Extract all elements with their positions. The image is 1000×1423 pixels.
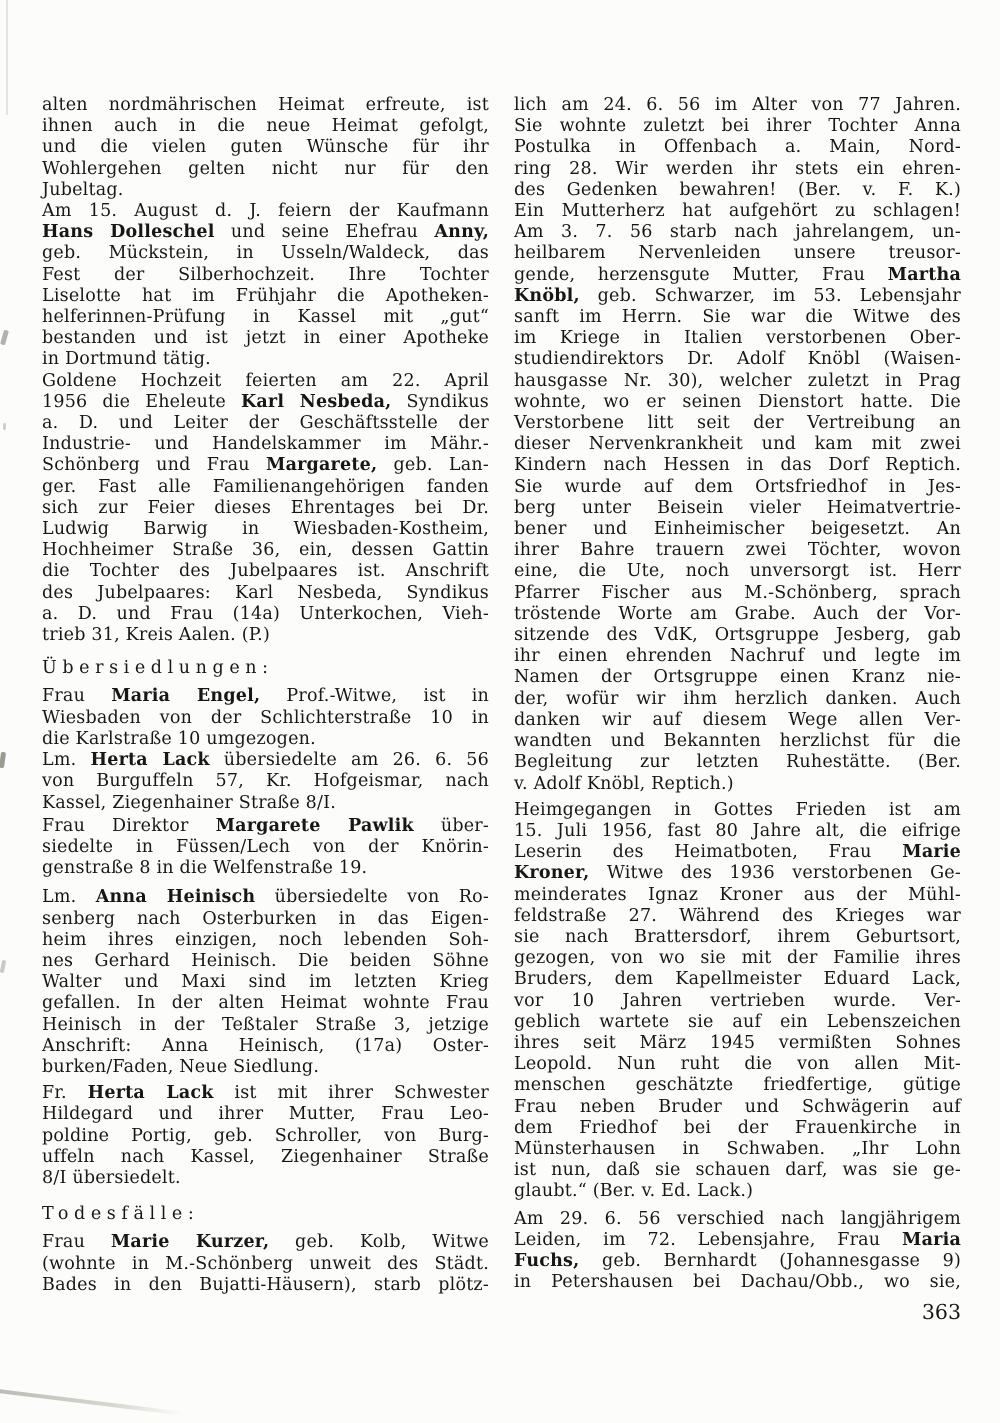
text-line: 8/I übersiedelt. bbox=[42, 1167, 181, 1188]
text-line: Wiesbaden von der Schlichterstraße 10 in bbox=[42, 707, 489, 728]
text-line: Sie wurde auf dem Ortsfriedhof in Jes- bbox=[514, 476, 961, 497]
text-line: Lm. Anna Heinisch übersiedelte von Ro- bbox=[42, 887, 489, 908]
text-line: heim ihres einzigen, noch lebenden Soh- bbox=[42, 929, 489, 950]
para-tod-kurzer-fortsetzung bbox=[514, 95, 961, 201]
text-line: im Kriege in Italien verstorbenen Ober- bbox=[514, 328, 961, 349]
text-line: Sie wohnte zuletzt bei ihrer Tochter Anna bbox=[514, 116, 961, 137]
text-line: Leiden, im 72. Lebensjahre, Frau Maria bbox=[514, 1229, 961, 1250]
text-line: ihres seit März 1945 vermißten Sohnes bbox=[514, 1032, 961, 1053]
text-line: Frau neben Bruder und Schwägerin auf bbox=[514, 1096, 961, 1117]
para-tod-kroner bbox=[514, 800, 961, 1203]
text-line: Ein Mutterherz hat aufgehört zu schlagen! bbox=[514, 201, 961, 222]
text-line: 1956 die Eheleute Karl Nesbeda, Syndikus bbox=[42, 391, 489, 412]
text-line: die Tochter des Jubelpaares ist. Anschrift bbox=[42, 561, 489, 582]
text-line: Pfarrer Fischer aus M.-Schönberg, sprach bbox=[514, 582, 961, 603]
text-line: a. D. und Leiter der Geschäftsstelle der bbox=[42, 413, 489, 434]
text-line: in Petershausen bei Dachau/Obb., wo sie, bbox=[514, 1272, 961, 1293]
text-line: eine, die Ute, noch unversorgt ist. Herr bbox=[514, 561, 961, 582]
text-line: Liselotte hat im Frühjahr die Apotheken- bbox=[42, 285, 489, 306]
text-line: Hans Dolleschel und seine Ehefrau Anny, bbox=[42, 222, 490, 243]
text-line: Am 29. 6. 56 verschied nach langjährigem bbox=[514, 1208, 961, 1229]
text-line: Hochheimer Straße 36, ein, dessen Gattin bbox=[42, 540, 489, 561]
text-line: des Jubelpaares: Karl Nesbeda, Syndikus bbox=[42, 582, 489, 603]
para-umzug-engel bbox=[42, 686, 489, 750]
text-line: feldstraße 27. Während des Krieges war bbox=[514, 905, 961, 926]
text-line: Kassel, Ziegenhainer Straße 8/I. bbox=[42, 792, 336, 813]
text-line: Schönberg und Frau Margarete, geb. Lan- bbox=[42, 455, 489, 476]
text-line: von Burguffeln 57, Kr. Hofgeismar, nach bbox=[42, 771, 489, 792]
text-line: Anschrift: Anna Heinisch, (17a) Oster- bbox=[42, 1035, 489, 1056]
text-line: studiendirektors Dr. Adolf Knöbl (Waisen- bbox=[514, 349, 961, 370]
text-line: Heimgegangen in Gottes Frieden ist am bbox=[514, 799, 961, 820]
text-line: sanft im Herrn. Sie war die Witwe des bbox=[514, 307, 961, 328]
scan-edge-artifact bbox=[6, 0, 8, 115]
text-line: v. Adolf Knöbl, Reptich.) bbox=[514, 773, 734, 794]
text-line: Postulka in Offenbach a. Main, Nord- bbox=[514, 137, 961, 158]
text-line: Am 3. 7. 56 starb nach jahrelangem, un- bbox=[514, 222, 961, 243]
text-line: die Karlstraße 10 umgezogen. bbox=[42, 728, 316, 749]
text-line: ist nun, daß sie schauen darf, was sie ge- bbox=[514, 1160, 961, 1181]
text-line: senberg nach Osterburken in das Eigen- bbox=[42, 908, 489, 929]
text-line: 15. Juli 1956, fast 80 Jahre alt, die eifrige bbox=[514, 820, 961, 841]
para-tod-knoebl bbox=[514, 201, 961, 795]
text-line: dem Friedhof bei der Frauenkirche in bbox=[514, 1117, 961, 1138]
text-line: ihnen auch in die neue Heimat gefolgt, bbox=[42, 116, 489, 137]
text-line: dieser Nervenkrankheit und kam mit zwei bbox=[514, 434, 961, 455]
text-line: a. D. und Frau (14a) Unterkochen, Vieh- bbox=[42, 603, 489, 624]
text-line: sie nach Brattersdorf, ihrem Geburtsort, bbox=[514, 926, 961, 947]
text-line: des Gedenken bewahren! (Ber. v. F. K.) bbox=[514, 179, 961, 200]
text-line: Frau Maria Engel, Prof.-Witwe, ist in bbox=[42, 686, 490, 707]
text-line: Kroner, Witwe des 1936 verstorbenen Ge- bbox=[514, 863, 961, 884]
para-jubilee-intro bbox=[42, 95, 489, 201]
text-line: ger. Fast alle Familienangehörigen fanden bbox=[42, 476, 489, 497]
text-line: und die vielen guten Wünsche für ihr bbox=[42, 137, 489, 158]
text-line: danken wir auf diesem Wege allen Ver- bbox=[514, 709, 961, 730]
text-line: siedelte in Füssen/Lech von der Knörin- bbox=[42, 836, 489, 857]
text-line: meinderates Ignaz Kroner aus der Mühl- bbox=[514, 884, 961, 905]
text-line: ihrer Bahre trauern zwei Töchter, wovon bbox=[514, 540, 961, 561]
scan-mark-artifact bbox=[3, 423, 6, 430]
text-line: Wohlergehen gelten nicht nur für den bbox=[42, 158, 489, 179]
text-line: lich am 24. 6. 56 im Alter von 77 Jahren. bbox=[514, 95, 961, 115]
scan-mark-artifact bbox=[0, 752, 6, 769]
para-tod-fuchs bbox=[514, 1209, 961, 1294]
text-line: glaubt.“ (Ber. v. Ed. Lack.) bbox=[514, 1181, 754, 1202]
text-line: Walter und Maxi sind im letzten Krieg bbox=[42, 972, 489, 993]
para-umzug-lack-portig bbox=[42, 1083, 489, 1189]
text-line: Frau Marie Kurzer, geb. Kolb, Witwe bbox=[42, 1232, 489, 1253]
text-line: Hildegard und ihrer Mutter, Frau Leo- bbox=[42, 1104, 489, 1125]
text-line: wandten und Bekannten herzlichst für die bbox=[514, 731, 961, 752]
para-umzug-lack bbox=[42, 750, 489, 814]
text-line: hausgasse Nr. 30), welcher zuletzt in Prag bbox=[514, 370, 961, 391]
para-tod-kurzer bbox=[42, 1232, 489, 1296]
text-line: gende, herzensgute Mutter, Frau Martha bbox=[514, 264, 961, 285]
text-line: Begleitung zur letzten Ruhestätte. (Ber. bbox=[514, 752, 961, 773]
text-line: alten nordmährischen Heimat erfreute, ist bbox=[42, 95, 489, 115]
text-line: Ludwig Barwig in Wiesbaden-Kostheim, bbox=[42, 519, 489, 540]
scan-mark-artifact bbox=[0, 330, 9, 346]
scan-mark-artifact bbox=[0, 960, 6, 974]
text-line: Fr. Herta Lack ist mit ihrer Schwester bbox=[42, 1083, 489, 1104]
text-line: geblich wartete sie auf ein Lebenszeichen bbox=[514, 1011, 961, 1032]
para-goldene-hochzeit-nesbeda bbox=[42, 371, 489, 647]
text-line: nes Gerhard Heinisch. Die beiden Söhne bbox=[42, 950, 489, 971]
text-line: Fuchs, geb. Bernhardt (Johannesgasse 9) bbox=[514, 1250, 961, 1271]
column-left bbox=[42, 95, 489, 1296]
text-line: trieb 31, Kreis Aalen. (P.) bbox=[42, 625, 270, 646]
text-line: gefallen. In der alten Heimat wohnte Frau bbox=[42, 993, 489, 1014]
text-line: Goldene Hochzeit feierten am 22. April bbox=[42, 370, 489, 391]
text-line: Am 15. August d. J. feiern der Kaufmann bbox=[42, 201, 489, 222]
scan-smudge-artifact bbox=[0, 1388, 184, 1416]
text-line: bener und Einheimischer beigesetzt. An bbox=[514, 519, 961, 540]
text-line: Namen der Ortsgruppe einen Kranz nie- bbox=[514, 667, 961, 688]
text-line: Bruders, dem Kapellmeister Eduard Lack, bbox=[514, 969, 961, 990]
column-right bbox=[514, 95, 961, 1293]
para-silberhochzeit-dolleschel bbox=[42, 201, 489, 371]
text-line: Leserin des Heimatboten, Frau Marie bbox=[514, 842, 961, 863]
text-line: Kindern nach Hessen in das Dorf Reptich. bbox=[514, 455, 961, 476]
text-line: genstraße 8 in die Welfenstraße 19. bbox=[42, 858, 368, 879]
heading-uebersiedlungen: Übersiedlungen: bbox=[42, 658, 274, 679]
text-line: Bades in den Bujatti-Häusern), starb plötz- bbox=[42, 1274, 489, 1295]
text-line: gezogen, von wo sie mit der Familie ihres bbox=[514, 948, 961, 969]
text-line: Jubeltag. bbox=[42, 179, 124, 200]
text-line: Knöbl, geb. Schwarzer, im 53. Lebensjahr bbox=[514, 285, 961, 306]
text-line: uffeln nach Kassel, Ziegenhainer Straße bbox=[42, 1146, 489, 1167]
text-line: burken/Faden, Neue Siedlung. bbox=[42, 1056, 320, 1077]
text-line: bestanden und ist jetzt in einer Apotheke bbox=[42, 328, 489, 349]
text-line: sitzende des VdK, Ortsgruppe Jesberg, gab bbox=[514, 625, 961, 646]
text-line: menschen geschätzte friedfertige, gütige bbox=[514, 1075, 961, 1096]
page-number: 363 bbox=[921, 1300, 961, 1324]
text-line: Heinisch in der Teßtaler Straße 3, jetzige bbox=[42, 1014, 489, 1035]
text-line: geb. Mückstein, in Usseln/Waldeck, das bbox=[42, 243, 489, 264]
text-line: Münsterhausen in Schwaben. „Ihr Lohn bbox=[514, 1138, 961, 1159]
text-line: ihr einen ehrenden Nachruf und legte im bbox=[514, 646, 961, 667]
text-line: Leopold. Nun ruht die von allen Mit- bbox=[514, 1054, 961, 1075]
text-line: vor 10 Jahren vertrieben wurde. Ver- bbox=[514, 990, 961, 1011]
text-line: berg unter Beisein vieler Heimatvertrie- bbox=[514, 497, 961, 518]
heading-todesfaelle: Todesfälle: bbox=[42, 1204, 200, 1225]
text-line: in Dortmund tätig. bbox=[42, 349, 211, 370]
text-line: heilbarem Nervenleiden unsere treusor- bbox=[514, 243, 961, 264]
text-line: Lm. Herta Lack übersiedelte am 26. 6. 56 bbox=[42, 750, 489, 771]
text-line: Frau Direktor Margarete Pawlik über- bbox=[42, 815, 490, 836]
text-line: sich zur Feier dieses Ehrentages bei Dr. bbox=[42, 497, 489, 518]
text-line: Industrie- und Handelskammer im Mähr.- bbox=[42, 434, 489, 455]
text-line: ring 28. Wir werden ihr stets ein ehren- bbox=[514, 158, 961, 179]
para-umzug-heinisch bbox=[42, 887, 489, 1078]
text-line: wohnte, wo er seinen Dienstort hatte. Die bbox=[514, 391, 961, 412]
para-umzug-pawlik bbox=[42, 816, 489, 880]
text-line: Fest der Silberhochzeit. Ihre Tochter bbox=[42, 264, 489, 285]
text-line: tröstende Worte am Grabe. Auch der Vor- bbox=[514, 603, 961, 624]
text-line: helferinnen-Prüfung in Kassel mit „gut“ bbox=[42, 307, 489, 328]
text-line: (wohnte in M.-Schönberg unweit des Städt. bbox=[42, 1253, 489, 1274]
text-line: Verstorbene litt seit der Vertreibung an bbox=[514, 413, 961, 434]
text-line: poldine Portig, geb. Schroller, von Burg- bbox=[42, 1125, 489, 1146]
text-line: der, wofür wir ihm herzlich danken. Auch bbox=[514, 688, 961, 709]
